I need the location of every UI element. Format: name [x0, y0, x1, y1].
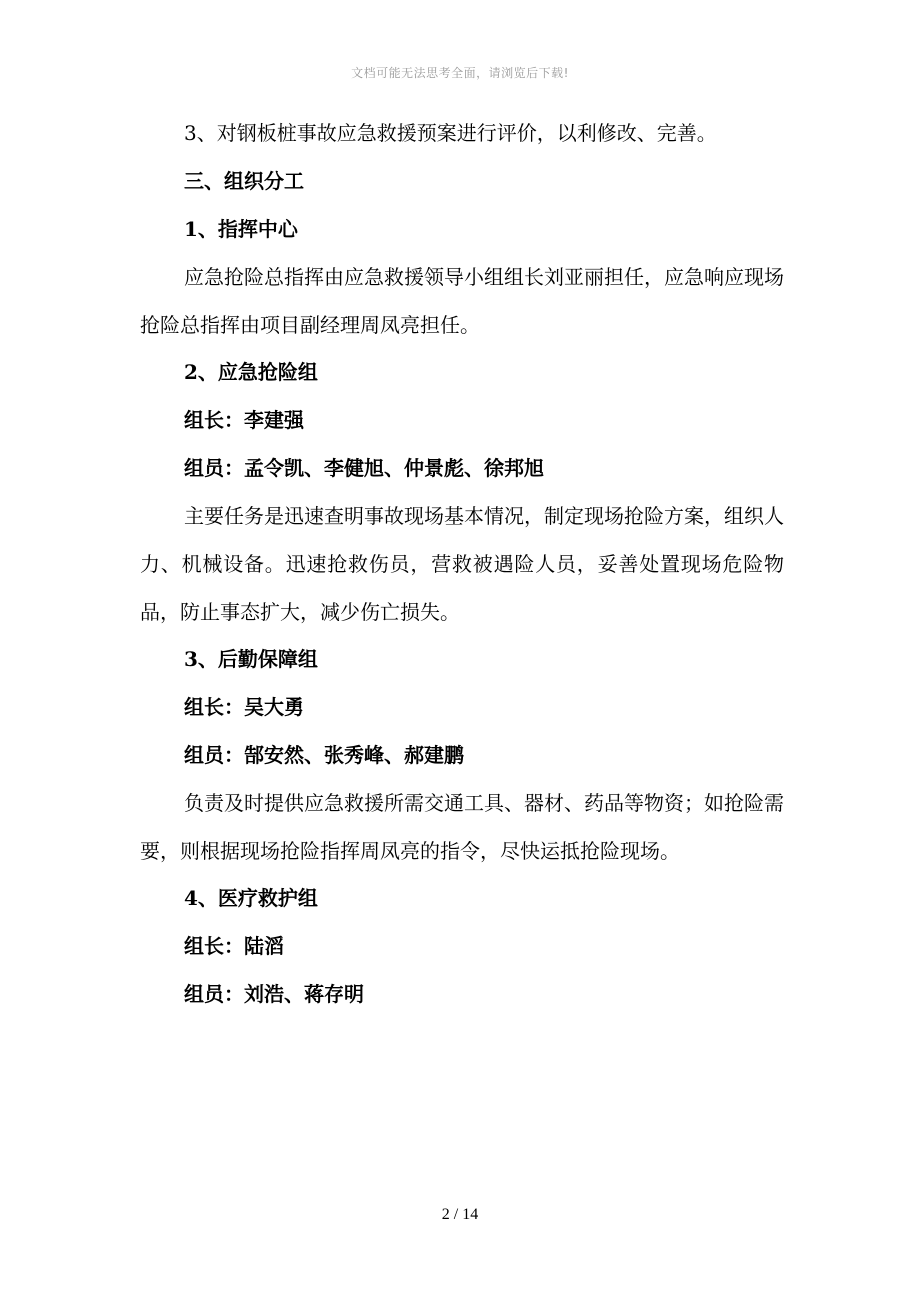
- section-heading-organization: 三、组织分工: [184, 169, 304, 193]
- paragraph-rescue-tasks: 主要任务是迅速查明事故现场基本情况，制定现场抢险方案，组织人力、机械设备。迅速抢救伤员，营救被遇险人员，妥善处置现场危险物品，防止事态扩大，减少伤亡损失。: [140, 504, 784, 624]
- subheading-command-center: 1、指挥中心: [184, 217, 298, 241]
- paragraph-item-3: 3、对钢板桩事故应急救援预案进行评价，以利修改、完善。: [184, 121, 717, 145]
- rescue-team-members: 组员：孟令凯、李健旭、仲景彪、徐邦旭: [184, 456, 544, 480]
- subheading-logistics-team: 3、后勤保障组: [184, 647, 318, 671]
- page-number: 2 / 14: [441, 1206, 479, 1223]
- medical-team-leader: 组长：陆滔: [184, 934, 284, 958]
- paragraph-logistics-tasks: 负责及时提供应急救援所需交通工具、器材、药品等物资；如抢险需要，则根据现场抢险指挥周凤亮的指令，尽快运抵抢险现场。: [140, 791, 784, 863]
- subheading-emergency-rescue-team: 2、应急抢险组: [184, 360, 318, 384]
- subheading-medical-team: 4、医疗救护组: [184, 886, 318, 910]
- document-body: [140, 118, 784, 1027]
- watermark-text: 文档可能无法思考全面，请浏览后下载!: [351, 66, 569, 80]
- rescue-team-leader: 组长：李建强: [184, 408, 304, 432]
- medical-team-members: 组员：刘浩、蒋存明: [184, 982, 364, 1006]
- paragraph-command-center: 应急抢险总指挥由应急救援领导小组组长刘亚丽担任，应急响应现场抢险总指挥由项目副经理周凤亮担任。: [140, 265, 784, 337]
- logistics-team-leader: 组长：吴大勇: [184, 695, 304, 719]
- logistics-team-members: 组员：郜安然、张秀峰、郝建鹏: [184, 743, 464, 767]
